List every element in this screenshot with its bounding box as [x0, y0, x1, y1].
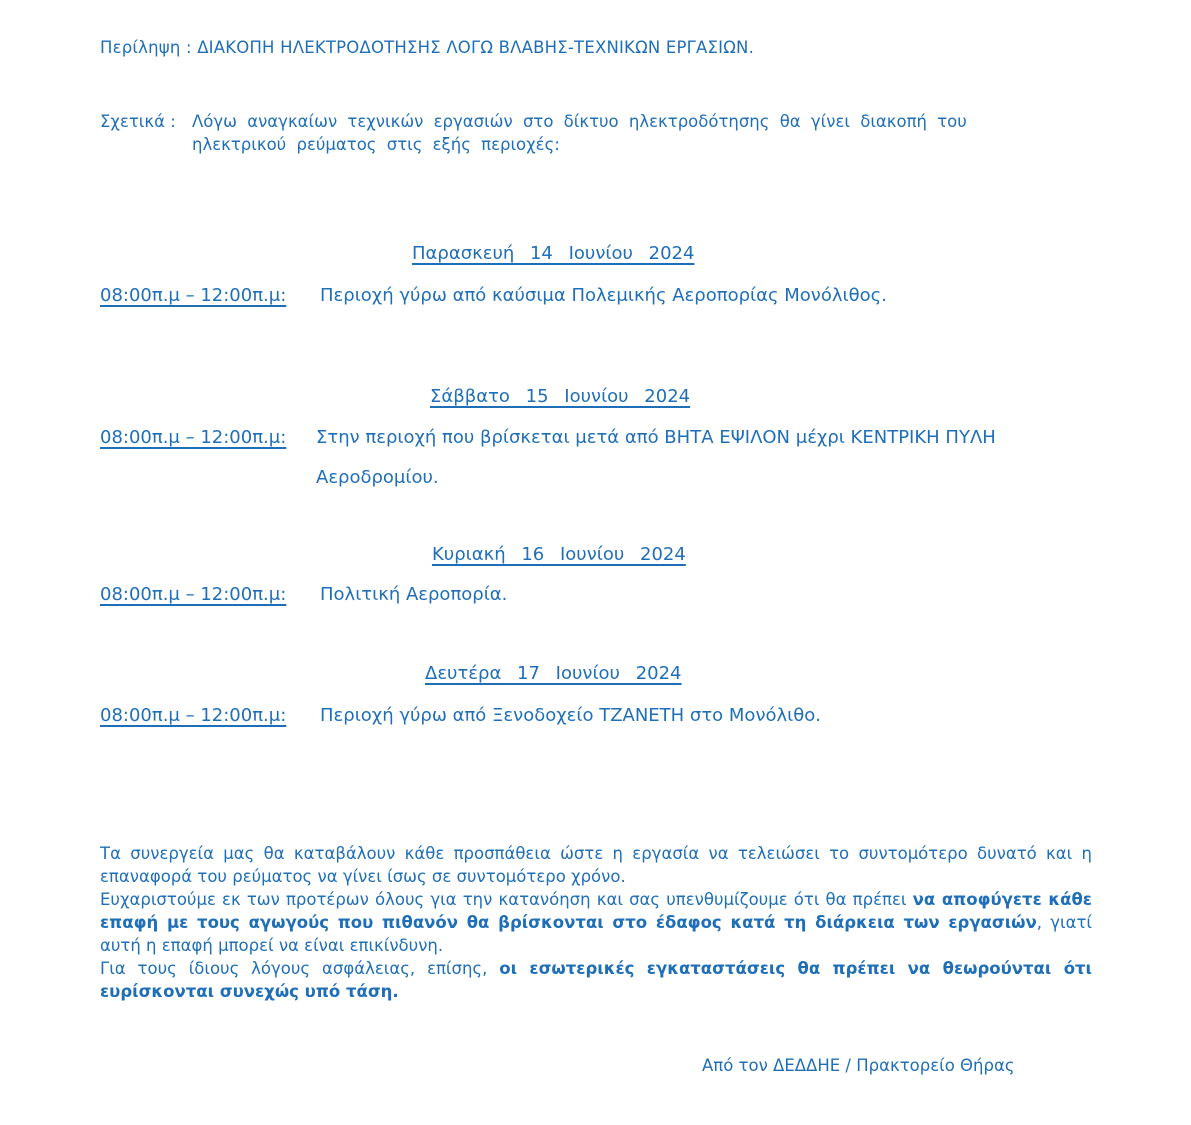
outage-area: Στην περιοχή που βρίσκεται μετά από ΒΗΤΑ ΕΨΙΛΟΝ μέχρι ΚΕΝΤΡΙΚΗ ΠΥΛΗ	[316, 427, 996, 448]
day-date: Δευτέρα 17 Ιουνίου 2024	[425, 663, 682, 684]
footer-p2-tail: , γιατί αυτή η επαφή μπορεί να είναι επικίνδυνη.	[100, 913, 1092, 955]
footer-p3-warning: οι εσωτερικές εγκαταστάσεις θα πρέπει να θεωρούνται ότι ευρίσκονται συνεχώς υπό τάση.	[100, 959, 1092, 1001]
footer-paragraph-2	[100, 888, 1092, 957]
outage-area: Περιοχή γύρω από Ξενοδοχείο ΤΖΑΝΕΤΗ στο Μονόλιθο.	[320, 705, 822, 726]
outage-time: 08:00π.μ – 12:00π.μ:	[100, 705, 287, 726]
footer-p2-warning: να αποφύγετε κάθε επαφή με τους αγωγούς που πιθανόν θα βρίσκονται στο έδαφος κατά τη διάρκεια των εργασιών	[100, 890, 1092, 932]
outage-area: Πολιτική Αεροπορία.	[320, 584, 508, 605]
related-text-line2: ηλεκτρικού ρεύματος στις εξής περιοχές:	[192, 135, 560, 154]
day-date: Παρασκευή 14 Ιουνίου 2024	[412, 243, 695, 264]
outage-area-continued: Αεροδρομίου.	[316, 467, 439, 488]
summary-line: Περίληψη : ΔΙΑΚΟΠΗ ΗΛΕΚΤΡΟΔΟΤΗΣΗΣ ΛΟΓΩ ΒΛΑΒΗΣ-ΤΕΧΝΙΚΩΝ ΕΡΓΑΣΙΩΝ.	[100, 38, 755, 57]
outage-time: 08:00π.μ – 12:00π.μ:	[100, 427, 287, 448]
outage-area: Περιοχή γύρω από καύσιμα Πολεμικής Αεροπορίας Μονόλιθος.	[320, 285, 887, 306]
related-label: Σχετικά :	[100, 112, 176, 131]
day-date: Σάββατο 15 Ιουνίου 2024	[430, 386, 691, 407]
footer-p3-text: Για τους ίδιους λόγους ασφάλειας, επίσης,	[100, 959, 500, 978]
footer-paragraph-3	[100, 957, 1092, 1003]
signature: Από τον ΔΕΔΔΗΕ / Πρακτορείο Θήρας	[702, 1056, 1015, 1075]
outage-time: 08:00π.μ – 12:00π.μ:	[100, 285, 287, 306]
related-text-line1: Λόγω αναγκαίων τεχνικών εργασιών στο δίκτυο ηλεκτροδότησης θα γίνει διακοπή του	[192, 112, 967, 131]
footer-p2-text: Ευχαριστούμε εκ των προτέρων όλους για την κατανόηση και σας υπενθυμίζουμε ότι θα πρέπει	[100, 890, 913, 909]
footer-paragraph-1: Τα συνεργεία μας θα καταβάλουν κάθε προσπάθεια ώστε η εργασία να τελειώσει το συντομότερο δυνατό και η επαναφορά του ρεύματος να γίνει ίσως σε συντομότερο χρόνο.	[100, 844, 1092, 886]
day-date: Κυριακή 16 Ιουνίου 2024	[432, 544, 686, 565]
outage-time: 08:00π.μ – 12:00π.μ:	[100, 584, 287, 605]
footer-notice	[100, 842, 1092, 1003]
